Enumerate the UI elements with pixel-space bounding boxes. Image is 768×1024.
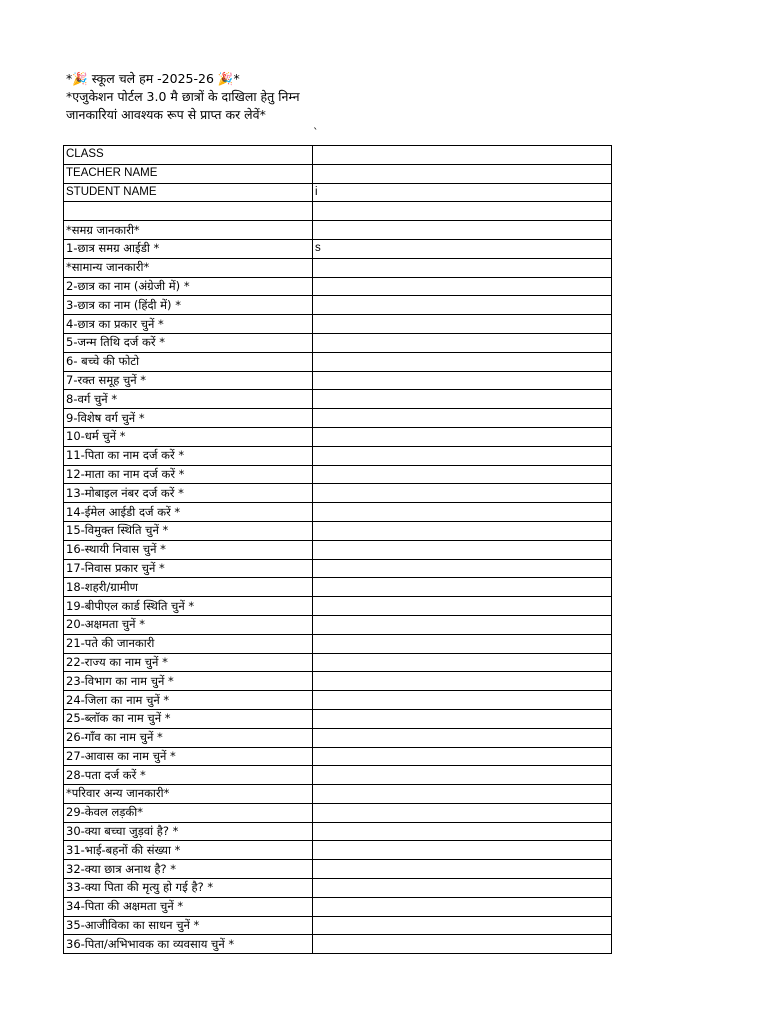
- table-row: [64, 709, 612, 728]
- table-row: [64, 672, 612, 691]
- field-value-cell[interactable]: [313, 352, 612, 371]
- field-label: 29-केवल लड़की*: [64, 803, 313, 822]
- table-row: [64, 615, 612, 634]
- field-value-cell[interactable]: [313, 935, 612, 954]
- field-label: [64, 202, 313, 221]
- field-value-cell[interactable]: [313, 916, 612, 935]
- field-label: 7-रक्त समूह चुनें *: [64, 371, 313, 390]
- document-header: [66, 70, 316, 124]
- field-label: 13-मोबाइल नंबर दर्ज करें *: [64, 484, 313, 503]
- field-value-cell[interactable]: [313, 446, 612, 465]
- table-row: [64, 352, 612, 371]
- header-instructions: *एजुकेशन पोर्टल 3.0 मै छात्रों के दाखिला हेतु निम्न जानकारियां आवश्यक रूप से प्राप्त कर लेवें*: [66, 89, 300, 122]
- field-label: CLASS: [64, 146, 313, 165]
- field-value-cell[interactable]: [313, 315, 612, 334]
- field-value-cell[interactable]: [313, 484, 612, 503]
- field-label: 6- बच्चे की फोटो: [64, 352, 313, 371]
- field-value-cell[interactable]: [313, 691, 612, 710]
- field-label: 19-बीपीएल कार्ड स्थिति चुनें *: [64, 597, 313, 616]
- field-label: 30-क्या बच्चा जुड़वां है? *: [64, 822, 313, 841]
- field-label: 23-विभाग का नाम चुनें *: [64, 672, 313, 691]
- table-row: [64, 728, 612, 747]
- field-label: 17-निवास प्रकार चुनें *: [64, 559, 313, 578]
- field-value-cell[interactable]: [313, 709, 612, 728]
- field-label: TEACHER NAME: [64, 164, 313, 183]
- table-row: [64, 221, 612, 240]
- field-label: STUDENT NAME: [64, 183, 313, 202]
- table-row: [64, 841, 612, 860]
- field-label: 22-राज्य का नाम चुनें *: [64, 653, 313, 672]
- field-value-cell[interactable]: [313, 860, 612, 879]
- table-row: [64, 258, 612, 277]
- field-label: 18-शहरी/ग्रामीण: [64, 578, 313, 597]
- field-label: 10-धर्म चुनें *: [64, 427, 313, 446]
- field-value-cell[interactable]: [313, 164, 612, 183]
- table-row: [64, 521, 612, 540]
- field-label: *समग्र जानकारी*: [64, 221, 313, 240]
- field-value-cell[interactable]: i: [313, 183, 612, 202]
- field-value-cell[interactable]: [313, 202, 612, 221]
- field-value-cell[interactable]: [313, 672, 612, 691]
- table-row: [64, 747, 612, 766]
- field-value-cell[interactable]: [313, 897, 612, 916]
- field-label: 34-पिता की अक्षमता चुनें *: [64, 897, 313, 916]
- field-label: 27-आवास का नाम चुनें *: [64, 747, 313, 766]
- field-label: 12-माता का नाम दर्ज करें *: [64, 465, 313, 484]
- field-label: 32-क्या छात्र अनाथ है? *: [64, 860, 313, 879]
- table-row: [64, 503, 612, 522]
- field-label: 4-छात्र का प्रकार चुनें *: [64, 315, 313, 334]
- field-value-cell[interactable]: [313, 653, 612, 672]
- field-value-cell[interactable]: [313, 766, 612, 785]
- table-row: [64, 559, 612, 578]
- table-row: [64, 935, 612, 954]
- table-row: [64, 315, 612, 334]
- field-value-cell[interactable]: [313, 728, 612, 747]
- field-value-cell[interactable]: [313, 146, 612, 165]
- form-table-body: [64, 146, 612, 954]
- table-row: [64, 879, 612, 898]
- field-value-cell[interactable]: [313, 296, 612, 315]
- field-value-cell[interactable]: [313, 841, 612, 860]
- field-label: 25-ब्लॉक का नाम चुनें *: [64, 709, 313, 728]
- field-value-cell[interactable]: [313, 578, 612, 597]
- table-row: [64, 296, 612, 315]
- table-row: [64, 183, 612, 202]
- field-value-cell[interactable]: [313, 221, 612, 240]
- table-row: [64, 146, 612, 165]
- table-row: [64, 371, 612, 390]
- field-value-cell[interactable]: [313, 277, 612, 296]
- field-label: 14-ईमेल आईडी दर्ज करें *: [64, 503, 313, 522]
- field-label: 1-छात्र समग्र आईडी *: [64, 239, 313, 258]
- table-row: [64, 597, 612, 616]
- field-label: 21-पते की जानकारी: [64, 634, 313, 653]
- field-value-cell[interactable]: [313, 597, 612, 616]
- field-value-cell[interactable]: [313, 803, 612, 822]
- field-label: 16-स्थायी निवास चुनें *: [64, 540, 313, 559]
- field-label: 2-छात्र का नाम (अंग्रेजी में) *: [64, 277, 313, 296]
- table-row: [64, 333, 612, 352]
- field-value-cell[interactable]: [313, 258, 612, 277]
- table-row: [64, 822, 612, 841]
- field-value-cell[interactable]: [313, 521, 612, 540]
- table-row: [64, 803, 612, 822]
- stray-mark: `: [313, 126, 319, 139]
- table-row: [64, 860, 612, 879]
- field-value-cell[interactable]: [313, 822, 612, 841]
- table-row: [64, 540, 612, 559]
- field-value-cell[interactable]: [313, 785, 612, 804]
- field-value-cell[interactable]: [313, 333, 612, 352]
- field-value-cell[interactable]: [313, 559, 612, 578]
- field-value-cell[interactable]: [313, 427, 612, 446]
- table-row: [64, 202, 612, 221]
- field-label: 35-आजीविका का साधन चुनें *: [64, 916, 313, 935]
- table-row: [64, 446, 612, 465]
- field-label: 33-क्या पिता की मृत्यु हो गई है? *: [64, 879, 313, 898]
- field-label: 28-पता दर्ज करें *: [64, 766, 313, 785]
- field-label: 36-पिता/अभिभावक का व्यवसाय चुनें *: [64, 935, 313, 954]
- field-label: 24-जिला का नाम चुनें *: [64, 691, 313, 710]
- field-value-cell[interactable]: [313, 540, 612, 559]
- field-label: 15-विमुक्त स्थिति चुनें *: [64, 521, 313, 540]
- field-label: 9-विशेष वर्ग चुनें *: [64, 409, 313, 428]
- table-row: [64, 409, 612, 428]
- field-label: 26-गाँव का नाम चुनें *: [64, 728, 313, 747]
- table-row: [64, 766, 612, 785]
- field-value-cell[interactable]: [313, 371, 612, 390]
- table-row: [64, 916, 612, 935]
- table-row: [64, 277, 612, 296]
- table-row: [64, 897, 612, 916]
- field-label: 3-छात्र का नाम (हिंदी में) *: [64, 296, 313, 315]
- table-row: [64, 785, 612, 804]
- field-value-cell[interactable]: [313, 409, 612, 428]
- field-value-cell[interactable]: [313, 615, 612, 634]
- table-row: [64, 465, 612, 484]
- table-row: [64, 578, 612, 597]
- table-row: [64, 427, 612, 446]
- field-label: 8-वर्ग चुनें *: [64, 390, 313, 409]
- field-value-cell[interactable]: [313, 634, 612, 653]
- field-value-cell[interactable]: [313, 747, 612, 766]
- table-row: [64, 239, 612, 258]
- field-value-cell[interactable]: [313, 503, 612, 522]
- admission-form-table: [63, 145, 612, 954]
- field-value-cell[interactable]: [313, 390, 612, 409]
- table-row: [64, 164, 612, 183]
- field-label: 5-जन्म तिथि दर्ज करें *: [64, 333, 313, 352]
- table-row: [64, 634, 612, 653]
- header-title: *🎉 स्कूल चले हम -2025-26 🎉*: [66, 71, 240, 86]
- field-value-cell[interactable]: [313, 879, 612, 898]
- table-row: [64, 691, 612, 710]
- field-label: 20-अक्षमता चुनें *: [64, 615, 313, 634]
- field-label: 31-भाई-बहनों की संख्या *: [64, 841, 313, 860]
- field-label: *परिवार अन्य जानकारी*: [64, 785, 313, 804]
- field-value-cell[interactable]: [313, 465, 612, 484]
- field-value-cell[interactable]: s: [313, 239, 612, 258]
- table-row: [64, 390, 612, 409]
- field-label: 11-पिता का नाम दर्ज करें *: [64, 446, 313, 465]
- table-row: [64, 484, 612, 503]
- field-label: *सामान्य जानकारी*: [64, 258, 313, 277]
- table-row: [64, 653, 612, 672]
